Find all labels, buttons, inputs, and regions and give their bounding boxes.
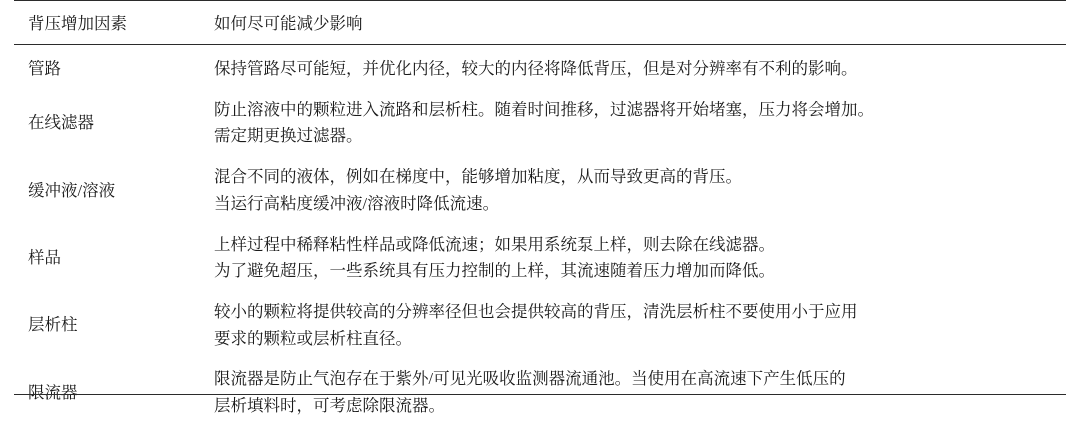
cell-factor: 限流器	[28, 382, 78, 402]
column-header-factor: 背压增加因素	[14, 1, 200, 45]
table-header	[14, 1, 1066, 45]
cell-method	[200, 225, 1066, 292]
method-line: 上样过程中稀释粘性样品或降低流速；如果用系统泵上样，则去除在线滤器。	[214, 234, 775, 254]
method-line: 防止溶液中的颗粒进入流路和层析柱。随着时间推移，过滤器将开始堵塞，压力将会增加。	[214, 99, 874, 119]
cell-factor: 在线滤器	[28, 113, 94, 133]
cell-factor: 管路	[28, 59, 61, 78]
method-line: 混合不同的液体，例如在梯度中，能够增加粘度，从而导致更高的背压。	[214, 167, 742, 187]
method-line: 为了避免超压，一些系统具有压力控制的上样，其流速随着压力增加而降低。	[214, 261, 775, 281]
column-header-method: 如何尽可能减少影响	[200, 1, 1066, 45]
table-row	[14, 90, 1066, 157]
method-line: 要求的颗粒或层析柱直径。	[214, 328, 412, 348]
table-row	[14, 45, 1066, 90]
table-header-row	[14, 1, 1066, 45]
cell-method	[200, 292, 1066, 359]
method-line: 较小的颗粒将提供较高的分辨率径但也会提供较高的背压，清洗层析柱不要使用小于应用	[214, 302, 858, 322]
method-line: 层析填料时，可考虑除限流器。	[214, 396, 445, 416]
cell-factor: 样品	[28, 247, 61, 267]
table-row	[14, 292, 1066, 359]
method-line: 当运行高粘度缓冲液/溶液时降低流速。	[214, 193, 500, 213]
cell-factor: 缓冲液/溶液	[28, 180, 116, 200]
table-bottom-rule	[14, 394, 1066, 395]
table-body	[14, 45, 1066, 431]
cell-method	[200, 90, 1066, 157]
cell-factor: 层析柱	[28, 315, 78, 335]
method-line: 限流器是防止气泡存在于紫外/可见光吸收监测器流通池。当使用在高流速下产生低压的	[214, 369, 846, 389]
method-line: 保持管路尽可能短，并优化内径，较大的内径将降低背压，但是对分辨率有不利的影响。	[214, 59, 858, 78]
cell-method	[200, 359, 1066, 430]
backpressure-factors-table	[14, 0, 1066, 431]
table-row	[14, 359, 1066, 430]
method-line: 需定期更换过滤器。	[214, 126, 363, 146]
table-row	[14, 157, 1066, 224]
cell-method	[200, 157, 1066, 224]
cell-method	[200, 45, 1066, 90]
table-row	[14, 225, 1066, 292]
